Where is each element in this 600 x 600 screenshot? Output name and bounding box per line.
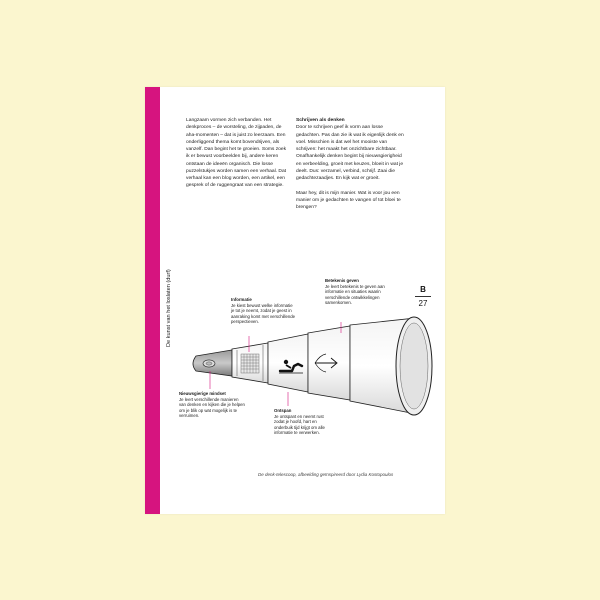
chapter-marker xyxy=(414,285,432,308)
page-number: 27 xyxy=(418,298,428,308)
annotation-title: Informatie xyxy=(231,297,252,302)
annotation-betekenis xyxy=(325,278,387,306)
annotation-text: Je leert verschillende manieren van denken en kijken die je helpen om je blik op wat mogelijk is te verruimen. xyxy=(179,396,245,419)
running-title: De kunst van het loslaten (durf) xyxy=(166,269,172,347)
annotation-ontspan xyxy=(274,408,334,436)
annotation-title: Nieuwsgierige mindset xyxy=(179,391,226,396)
left-paragraph: Langzaam vormen zich verbanden. Het denkproces – de worsteling, de zijpaden, de aha-momenten – dat is juist zo leerzaam. Een onderliggend thema komt bovendrijven, als vanzelf. Dan begint het te groeien. Soms zoek ik er bewust voorbeelden bij, andere keren ontstaan de ideeën organisch. Die losse puzzelstukjes worden samen een verhaal. Dat verhaal kan een blog worden, een artikel, een gesprek of de ruggengraat van een strategie. xyxy=(186,118,287,189)
right-paragraph-1: Door te schrijven geef ik vorm aan losse gedachten. Pas dan zie ik wat ik eigenlijk denk en voel. Misschien is dat wel het mooiste van schrijven: het maakt het onzichtbare zichtbaar. Onafhankelijk denken begint bij nieuwsgierigheid en verbeelding, groeit met keuzes, bloeit in wat je deelt. Dus: verzamel, verbind, schrijf. Zaai die gedachtezaadjes. En kijk wat er groeit. xyxy=(296,125,404,181)
annotation-title: Ontspan xyxy=(274,408,292,413)
right-paragraph-2: Maar hey, dit is mijn manier. Wat is voor jou een manier om je gedachten te vangen of tot bloei te brengen? xyxy=(296,190,401,210)
annotation-text: Je kiest bewust welke informatie je tot je neemt, zodat je geest in aanraking komt met verschillende perspectieven. xyxy=(231,302,296,325)
annotation-title: Betekenis geven xyxy=(325,278,359,283)
chapter-stripe xyxy=(145,87,160,514)
chapter-rule xyxy=(415,296,431,297)
annotation-text: Je leert betekenis te geven aan informatie en situaties waarin verschillende ontwikkelingen samenkomen. xyxy=(325,283,385,306)
figure-caption: De denk-telescoop, afbeelding geïnspireerd door Lydia Kostopoulos xyxy=(258,472,394,477)
right-column-text xyxy=(296,117,408,211)
chapter-letter: B xyxy=(420,285,426,294)
annotation-text: Je ontspant en neemt rust zodat je hoofd, hart en onderbuik tijd krijgt om alle informatie te verwerken. xyxy=(274,413,325,436)
section-heading: Schrijven als denken xyxy=(296,118,345,123)
annotation-informatie xyxy=(231,297,295,325)
annotation-nieuwsgierige-mindset xyxy=(179,391,245,419)
left-column-text xyxy=(186,117,289,190)
